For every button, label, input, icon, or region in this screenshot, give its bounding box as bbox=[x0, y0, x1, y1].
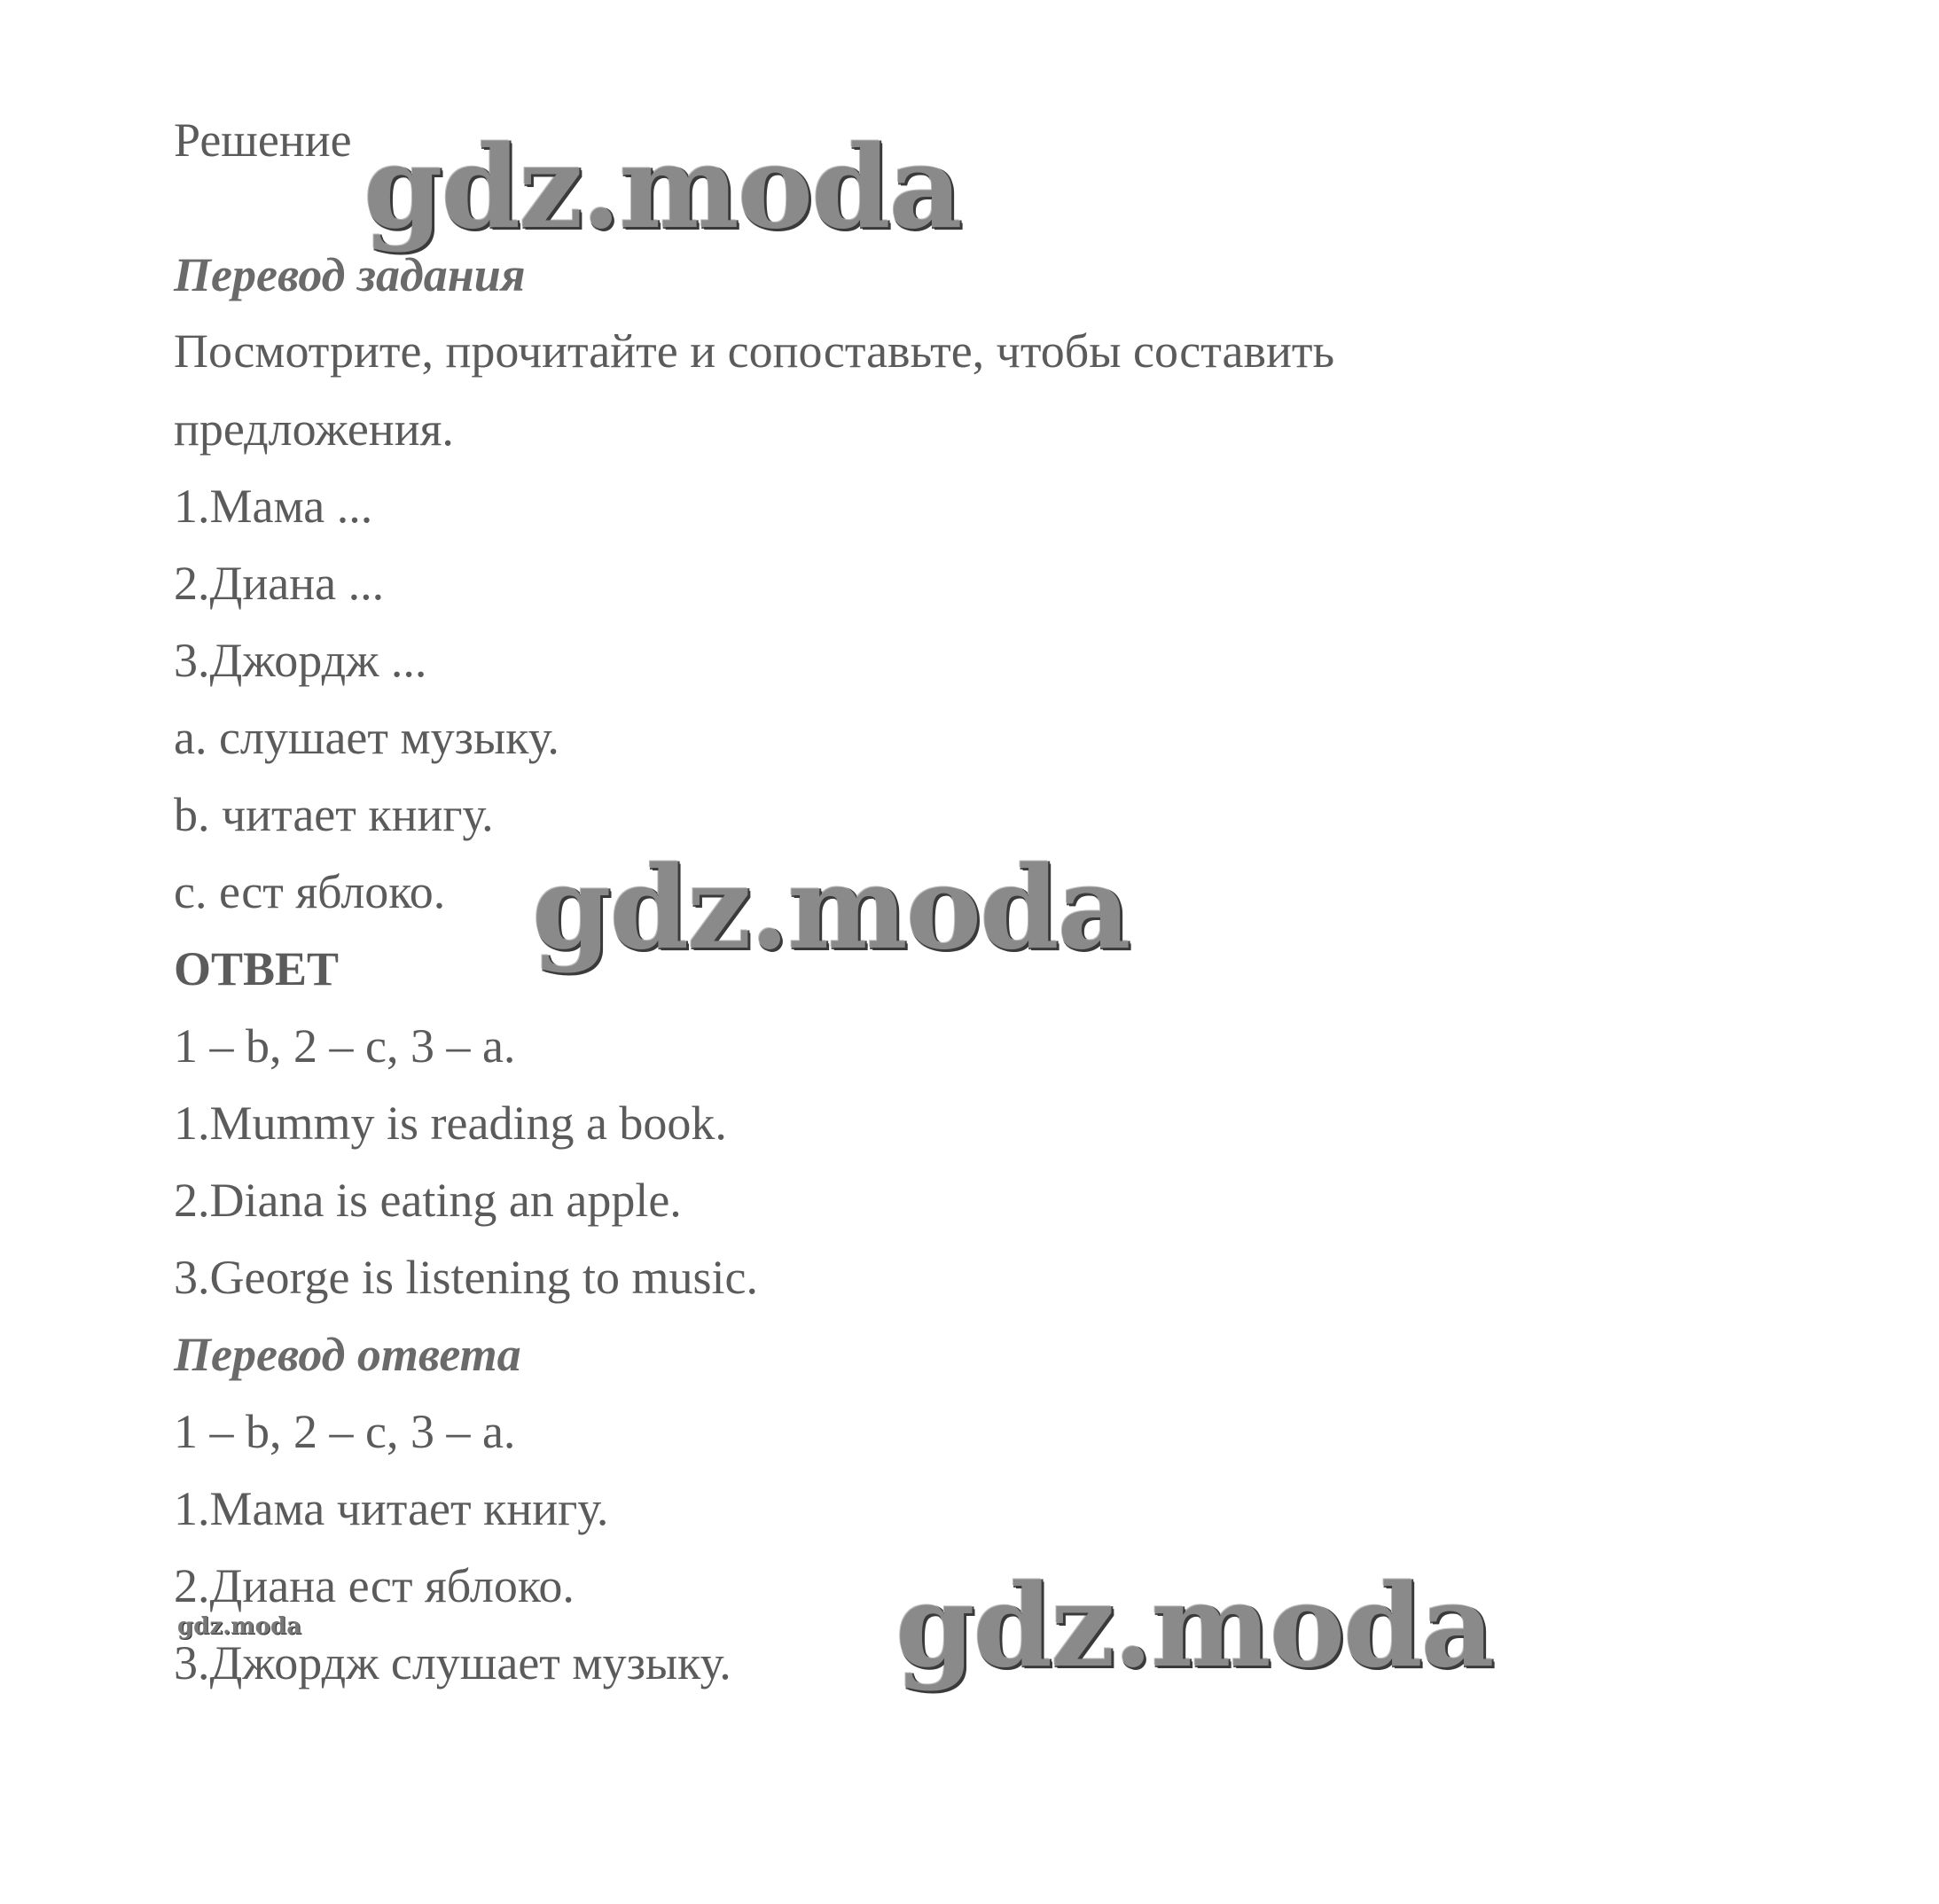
task-item-b: b. читает книгу. bbox=[174, 788, 494, 841]
task-item-a: a. слушает музыку. bbox=[174, 711, 559, 764]
task-text-line-1: Посмотрите, прочитайте и сопоставьте, чтобы составить bbox=[174, 324, 1335, 378]
answer-translation-sentence-3: 3.Джордж слушает музыку. bbox=[174, 1636, 731, 1689]
task-item-1: 1.Мама ... bbox=[174, 480, 373, 533]
answer-sentence-1: 1.Mummy is reading a book. bbox=[174, 1096, 727, 1150]
task-item-3: 3.Джордж ... bbox=[174, 634, 427, 687]
task-item-c: c. ест яблоко. bbox=[174, 865, 446, 918]
answer-translation-key: 1 – b, 2 – c, 3 – a. bbox=[174, 1405, 516, 1458]
answer-translation-heading: Перевод ответа bbox=[174, 1328, 521, 1381]
small-watermark-logo: gdz.moda bbox=[177, 1613, 302, 1640]
answer-translation-sentence-2: 2.Диана ест яблоко. bbox=[174, 1559, 575, 1612]
task-text-line-2: предложения. bbox=[174, 402, 454, 456]
answer-heading: ОТВЕТ bbox=[174, 942, 340, 995]
answer-sentence-3: 3.George is listening to music. bbox=[174, 1251, 758, 1304]
watermark-logo: gdz.moda bbox=[895, 1560, 1493, 1693]
watermark-logo: gdz.moda bbox=[364, 121, 961, 254]
watermark-logo: gdz.moda bbox=[532, 842, 1130, 975]
task-item-2: 2.Диана ... bbox=[174, 557, 385, 610]
solution-title: Решение bbox=[174, 113, 352, 167]
answer-sentence-2: 2.Diana is eating an apple. bbox=[174, 1174, 682, 1227]
answer-key: 1 – b, 2 – c, 3 – a. bbox=[174, 1019, 516, 1073]
answer-translation-sentence-1: 1.Мама читает книгу. bbox=[174, 1482, 609, 1535]
task-translation-heading: Перевод задания bbox=[174, 248, 526, 301]
